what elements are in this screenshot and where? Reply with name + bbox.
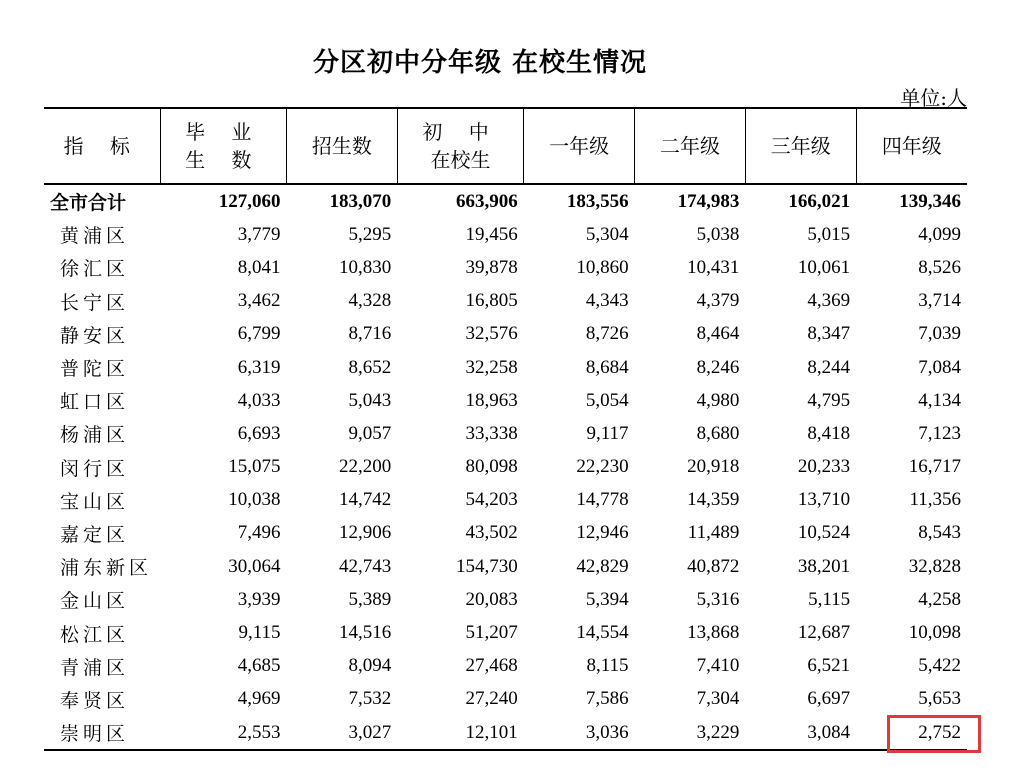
page-title: 分区初中分年级 在校生情况 — [312, 48, 648, 78]
table-cell: 154,730 — [456, 555, 518, 577]
table-cell: 8,716 — [348, 323, 392, 345]
table-cell: 7,410 — [696, 655, 740, 677]
table-cell: 19,456 — [465, 223, 518, 245]
table-cell: 8,726 — [585, 323, 629, 345]
row-label: 闵行区 — [60, 457, 130, 480]
table-cell: 5,653 — [918, 688, 961, 710]
table-cell: 30,064 — [228, 555, 281, 577]
table-cell: 3,027 — [348, 721, 392, 743]
table-cell: 33,338 — [465, 422, 518, 444]
table-row — [44, 318, 967, 351]
row-label: 黄浦区 — [60, 225, 130, 248]
table-cell: 39,878 — [465, 256, 518, 278]
table-cell: 7,123 — [918, 422, 961, 444]
table-cell: 54,203 — [465, 489, 518, 511]
table-cell: 38,201 — [797, 555, 851, 577]
table-cell: 13,710 — [797, 489, 851, 511]
table-row — [44, 616, 967, 649]
header-grade-3: 三年级 — [745, 108, 856, 184]
row-label: 普陀区 — [60, 358, 130, 381]
header-indicator: 指 标 — [44, 108, 160, 184]
table-cell: 4,980 — [696, 389, 740, 411]
table-cell: 12,946 — [576, 522, 629, 544]
table-cell: 8,543 — [918, 522, 961, 544]
table-cell: 20,083 — [465, 588, 518, 610]
row-label: 嘉定区 — [60, 523, 130, 546]
table-cell: 8,094 — [348, 655, 392, 677]
row-label: 虹口区 — [60, 391, 130, 414]
row-label: 松江区 — [60, 623, 130, 646]
table-cell: 16,805 — [465, 290, 518, 312]
table-cell: 127,060 — [218, 190, 281, 212]
table-cell: 3,714 — [918, 290, 961, 312]
table-cell: 10,061 — [797, 256, 851, 278]
table-cell: 3,779 — [237, 223, 281, 245]
table-cell: 6,799 — [237, 323, 281, 345]
table-cell: 4,379 — [696, 290, 740, 312]
table-cell: 5,295 — [348, 223, 392, 245]
table-cell: 4,795 — [807, 389, 851, 411]
table-cell: 8,652 — [348, 356, 392, 378]
row-label: 杨浦区 — [60, 424, 130, 447]
table-cell: 8,115 — [586, 655, 629, 677]
table-cell: 4,369 — [807, 290, 851, 312]
table-cell: 5,054 — [585, 389, 629, 411]
table-cell: 5,304 — [585, 223, 629, 245]
table-cell: 6,693 — [237, 422, 281, 444]
table-row — [44, 484, 967, 517]
table-cell: 43,502 — [465, 522, 518, 544]
table-cell: 9,117 — [586, 422, 629, 444]
table-cell: 13,868 — [687, 622, 740, 644]
table-cell: 11,489 — [687, 522, 740, 544]
table-cell: 10,431 — [687, 256, 740, 278]
table-cell: 7,586 — [585, 688, 629, 710]
table-cell: 183,070 — [329, 190, 392, 212]
table-cell: 14,742 — [339, 489, 392, 511]
table-row — [44, 218, 967, 251]
table-cell: 14,359 — [687, 489, 740, 511]
table-cell: 6,521 — [807, 655, 851, 677]
table-cell: 7,532 — [348, 688, 392, 710]
table-cell: 12,906 — [339, 522, 392, 544]
table-row — [44, 683, 967, 716]
table-cell: 4,033 — [237, 389, 281, 411]
table-cell: 5,316 — [696, 588, 740, 610]
table-row — [44, 517, 967, 550]
table-cell: 3,036 — [585, 721, 629, 743]
table-cell: 14,516 — [339, 622, 392, 644]
table-cell: 7,084 — [918, 356, 961, 378]
row-label: 奉贤区 — [60, 689, 130, 712]
table-row — [44, 351, 967, 384]
table-cell: 139,346 — [899, 190, 961, 212]
table-cell: 8,526 — [918, 256, 961, 278]
table-cell: 20,918 — [687, 456, 740, 478]
table-cell: 4,099 — [918, 223, 961, 245]
header-graduates: 毕 业 生 数 — [160, 108, 287, 184]
table-cell: 32,576 — [465, 323, 518, 345]
table-cell: 27,240 — [465, 688, 518, 710]
header-enrollment: 招生数 — [287, 108, 398, 184]
table-cell: 10,860 — [576, 256, 629, 278]
table-cell: 663,906 — [456, 190, 518, 212]
table-cell: 12,101 — [465, 721, 518, 743]
table-cell: 2,553 — [237, 721, 281, 743]
table-row — [44, 583, 967, 616]
row-label: 金山区 — [60, 590, 130, 613]
row-label: 徐汇区 — [60, 258, 130, 281]
header-grade-2: 二年级 — [635, 108, 746, 184]
table-cell: 4,258 — [918, 588, 961, 610]
table-cell: 4,328 — [348, 290, 392, 312]
table-cell: 8,684 — [585, 356, 629, 378]
table-row — [44, 550, 967, 583]
table-cell: 42,829 — [576, 555, 629, 577]
table-cell: 6,697 — [807, 688, 851, 710]
table-row — [44, 417, 967, 450]
table-cell: 3,462 — [237, 290, 281, 312]
table-cell: 8,246 — [696, 356, 740, 378]
row-label: 浦东新区 — [60, 557, 153, 580]
row-label: 全市合计 — [50, 192, 127, 215]
total-row — [44, 184, 967, 218]
header-row — [44, 108, 967, 184]
table-cell: 10,098 — [908, 622, 961, 644]
row-label: 崇明区 — [60, 723, 130, 746]
table-cell: 16,717 — [908, 456, 961, 478]
table-cell: 4,969 — [237, 688, 281, 710]
table-cell: 5,015 — [807, 223, 851, 245]
data-table — [44, 107, 967, 751]
table-cell: 5,394 — [585, 588, 629, 610]
table-cell: 5,389 — [348, 588, 392, 610]
table-row — [44, 285, 967, 318]
table-cell: 4,134 — [918, 389, 961, 411]
table-cell: 2,752 — [918, 721, 961, 743]
table-row — [44, 650, 967, 683]
table-cell: 10,524 — [797, 522, 851, 544]
table-cell: 3,939 — [237, 588, 281, 610]
table-cell: 3,084 — [807, 721, 851, 743]
table-cell: 6,319 — [237, 356, 281, 378]
table-cell: 4,343 — [585, 290, 629, 312]
table-row — [44, 451, 967, 484]
table-row — [44, 716, 967, 750]
table-cell: 14,554 — [576, 622, 629, 644]
table-cell: 32,828 — [908, 555, 961, 577]
table-cell: 40,872 — [687, 555, 740, 577]
unit-label: 单位:人 — [900, 86, 967, 110]
table-cell: 9,115 — [238, 622, 281, 644]
table-cell: 8,347 — [807, 323, 851, 345]
table-cell: 8,464 — [696, 323, 740, 345]
table-cell: 5,115 — [808, 588, 851, 610]
table-cell: 5,038 — [696, 223, 740, 245]
table-cell: 12,687 — [797, 622, 851, 644]
row-label: 青浦区 — [60, 656, 130, 679]
table-row — [44, 251, 967, 284]
table-cell: 42,743 — [339, 555, 392, 577]
table-cell: 8,680 — [696, 422, 740, 444]
table-cell: 8,041 — [237, 256, 281, 278]
table-cell: 5,043 — [348, 389, 392, 411]
table-cell: 14,778 — [576, 489, 629, 511]
table-cell: 32,258 — [465, 356, 518, 378]
table-cell: 8,244 — [807, 356, 851, 378]
table-cell: 80,098 — [465, 456, 518, 478]
table-cell: 183,556 — [566, 190, 629, 212]
table-cell: 3,229 — [696, 721, 740, 743]
header-grade-4: 四年级 — [856, 108, 967, 184]
table-cell: 7,304 — [696, 688, 740, 710]
header-grade-1: 一年级 — [524, 108, 635, 184]
table-cell: 51,207 — [465, 622, 518, 644]
table-cell: 10,038 — [228, 489, 281, 511]
row-label: 静安区 — [60, 324, 130, 347]
table-cell: 10,830 — [339, 256, 392, 278]
table-cell: 4,685 — [237, 655, 281, 677]
header-students: 初 中 在校生 — [397, 108, 524, 184]
table-cell: 8,418 — [807, 422, 851, 444]
table-cell: 27,468 — [465, 655, 518, 677]
table-cell: 11,356 — [909, 489, 961, 511]
table-cell: 174,983 — [677, 190, 740, 212]
row-label: 宝山区 — [60, 490, 130, 513]
table-cell: 22,200 — [339, 456, 392, 478]
table-cell: 166,021 — [788, 190, 851, 212]
table-cell: 15,075 — [228, 456, 281, 478]
table-cell: 7,039 — [918, 323, 961, 345]
table-cell: 20,233 — [797, 456, 851, 478]
table-cell: 18,963 — [465, 389, 518, 411]
table-cell: 5,422 — [918, 655, 961, 677]
table-row — [44, 384, 967, 417]
row-label: 长宁区 — [60, 291, 130, 314]
table-cell: 9,057 — [348, 422, 392, 444]
table-cell: 7,496 — [237, 522, 281, 544]
table-cell: 22,230 — [576, 456, 629, 478]
